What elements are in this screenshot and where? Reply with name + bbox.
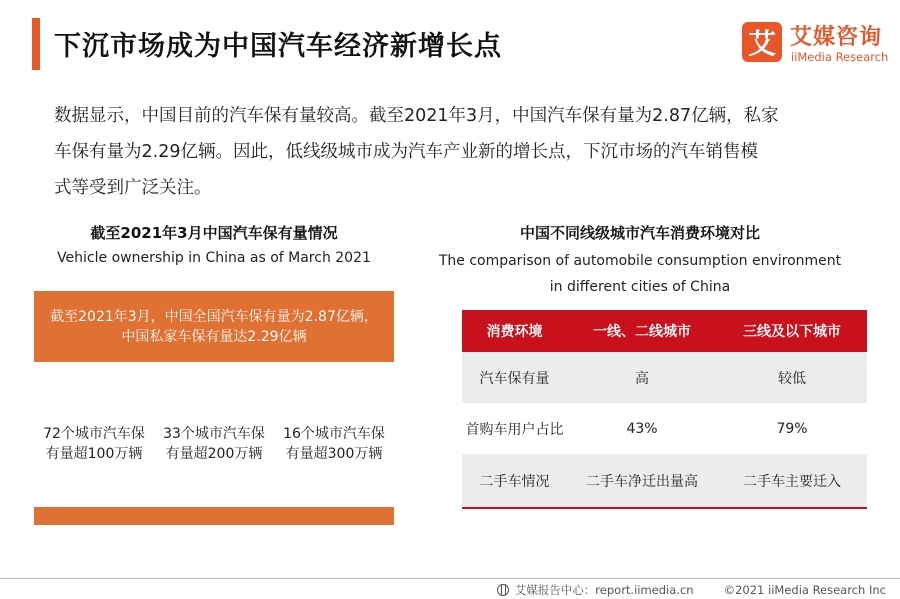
right-panel-subtitle xyxy=(432,248,848,300)
stat-line: 有量超100万辆 xyxy=(45,446,143,462)
table-cell: 较低 xyxy=(717,352,867,403)
intro-paragraph xyxy=(54,98,854,206)
stat-line: 33个城市汽车保 xyxy=(163,426,265,442)
table-header-cell: 三线及以下城市 xyxy=(717,310,867,352)
table-row xyxy=(462,403,867,454)
intro-line: 车保有量为2.29亿辆。因此，低线级城市成为汽车产业新的增长点，下沉市场的汽车销售模 xyxy=(54,142,758,162)
table-cell: 高 xyxy=(567,352,717,403)
left-panel-subtitle: Vehicle ownership in China as of March 2021 xyxy=(57,250,371,266)
footer xyxy=(497,582,886,598)
table-cell: 43% xyxy=(567,403,717,454)
intro-line: 数据显示，中国目前的汽车保有量较高。截至2021年3月，中国汽车保有量为2.87亿辆，私家 xyxy=(54,106,779,126)
left-panel-title: 截至2021年3月中国汽车保有量情况 xyxy=(90,224,338,242)
footer-divider xyxy=(0,578,900,579)
table-header-cell: 消费环境 xyxy=(462,310,567,352)
globe-icon xyxy=(497,584,509,596)
comparison-table xyxy=(462,310,867,509)
logo-name-en: iiMedia Research xyxy=(791,50,889,64)
table-cell: 汽车保有量 xyxy=(462,352,567,403)
table-cell: 79% xyxy=(717,403,867,454)
page-title: 下沉市场成为中国汽车经济新增长点 xyxy=(54,31,502,62)
city-stat-300 xyxy=(275,424,393,464)
subtitle-line: in different cities of China xyxy=(549,279,731,295)
table-row xyxy=(462,352,867,403)
table-cell: 二手车情况 xyxy=(462,454,567,508)
ownership-highlight-box xyxy=(34,291,394,362)
table-cell: 首购车用户占比 xyxy=(462,403,567,454)
table-cell: 二手车主要迁入 xyxy=(717,454,867,508)
stat-line: 有量超200万辆 xyxy=(165,446,263,462)
stat-line: 72个城市汽车保 xyxy=(43,426,145,442)
stat-line: 有量超300万辆 xyxy=(285,446,383,462)
highlight-line: 截至2021年3月，中国全国汽车保有量为2.87亿辆， xyxy=(50,308,378,325)
city-stat-100 xyxy=(35,424,153,464)
orange-divider-strip xyxy=(34,507,394,525)
stat-line: 16个城市汽车保 xyxy=(283,426,385,442)
logo-mark: 艾 xyxy=(742,22,782,62)
highlight-line: 中国私家车保有量达2.29亿辆 xyxy=(121,328,307,345)
title-accent-bar xyxy=(32,18,40,70)
table-header-cell: 一线、二线城市 xyxy=(567,310,717,352)
footer-source[interactable]: 艾媒报告中心：report.iimedia.cn xyxy=(514,583,694,597)
logo-name-cn: 艾媒咨询 xyxy=(790,25,883,50)
city-stat-200 xyxy=(155,424,273,464)
table-cell: 二手车净迁出量高 xyxy=(567,454,717,508)
table-row xyxy=(462,454,867,508)
footer-copyright: ©2021 iiMedia Research Inc xyxy=(723,583,886,597)
table-header-row xyxy=(462,310,867,352)
subtitle-line: The comparison of automobile consumption environment xyxy=(438,253,842,269)
intro-line: 式等受到广泛关注。 xyxy=(54,178,212,198)
right-panel-title: 中国不同线级城市汽车消费环境对比 xyxy=(519,224,760,242)
